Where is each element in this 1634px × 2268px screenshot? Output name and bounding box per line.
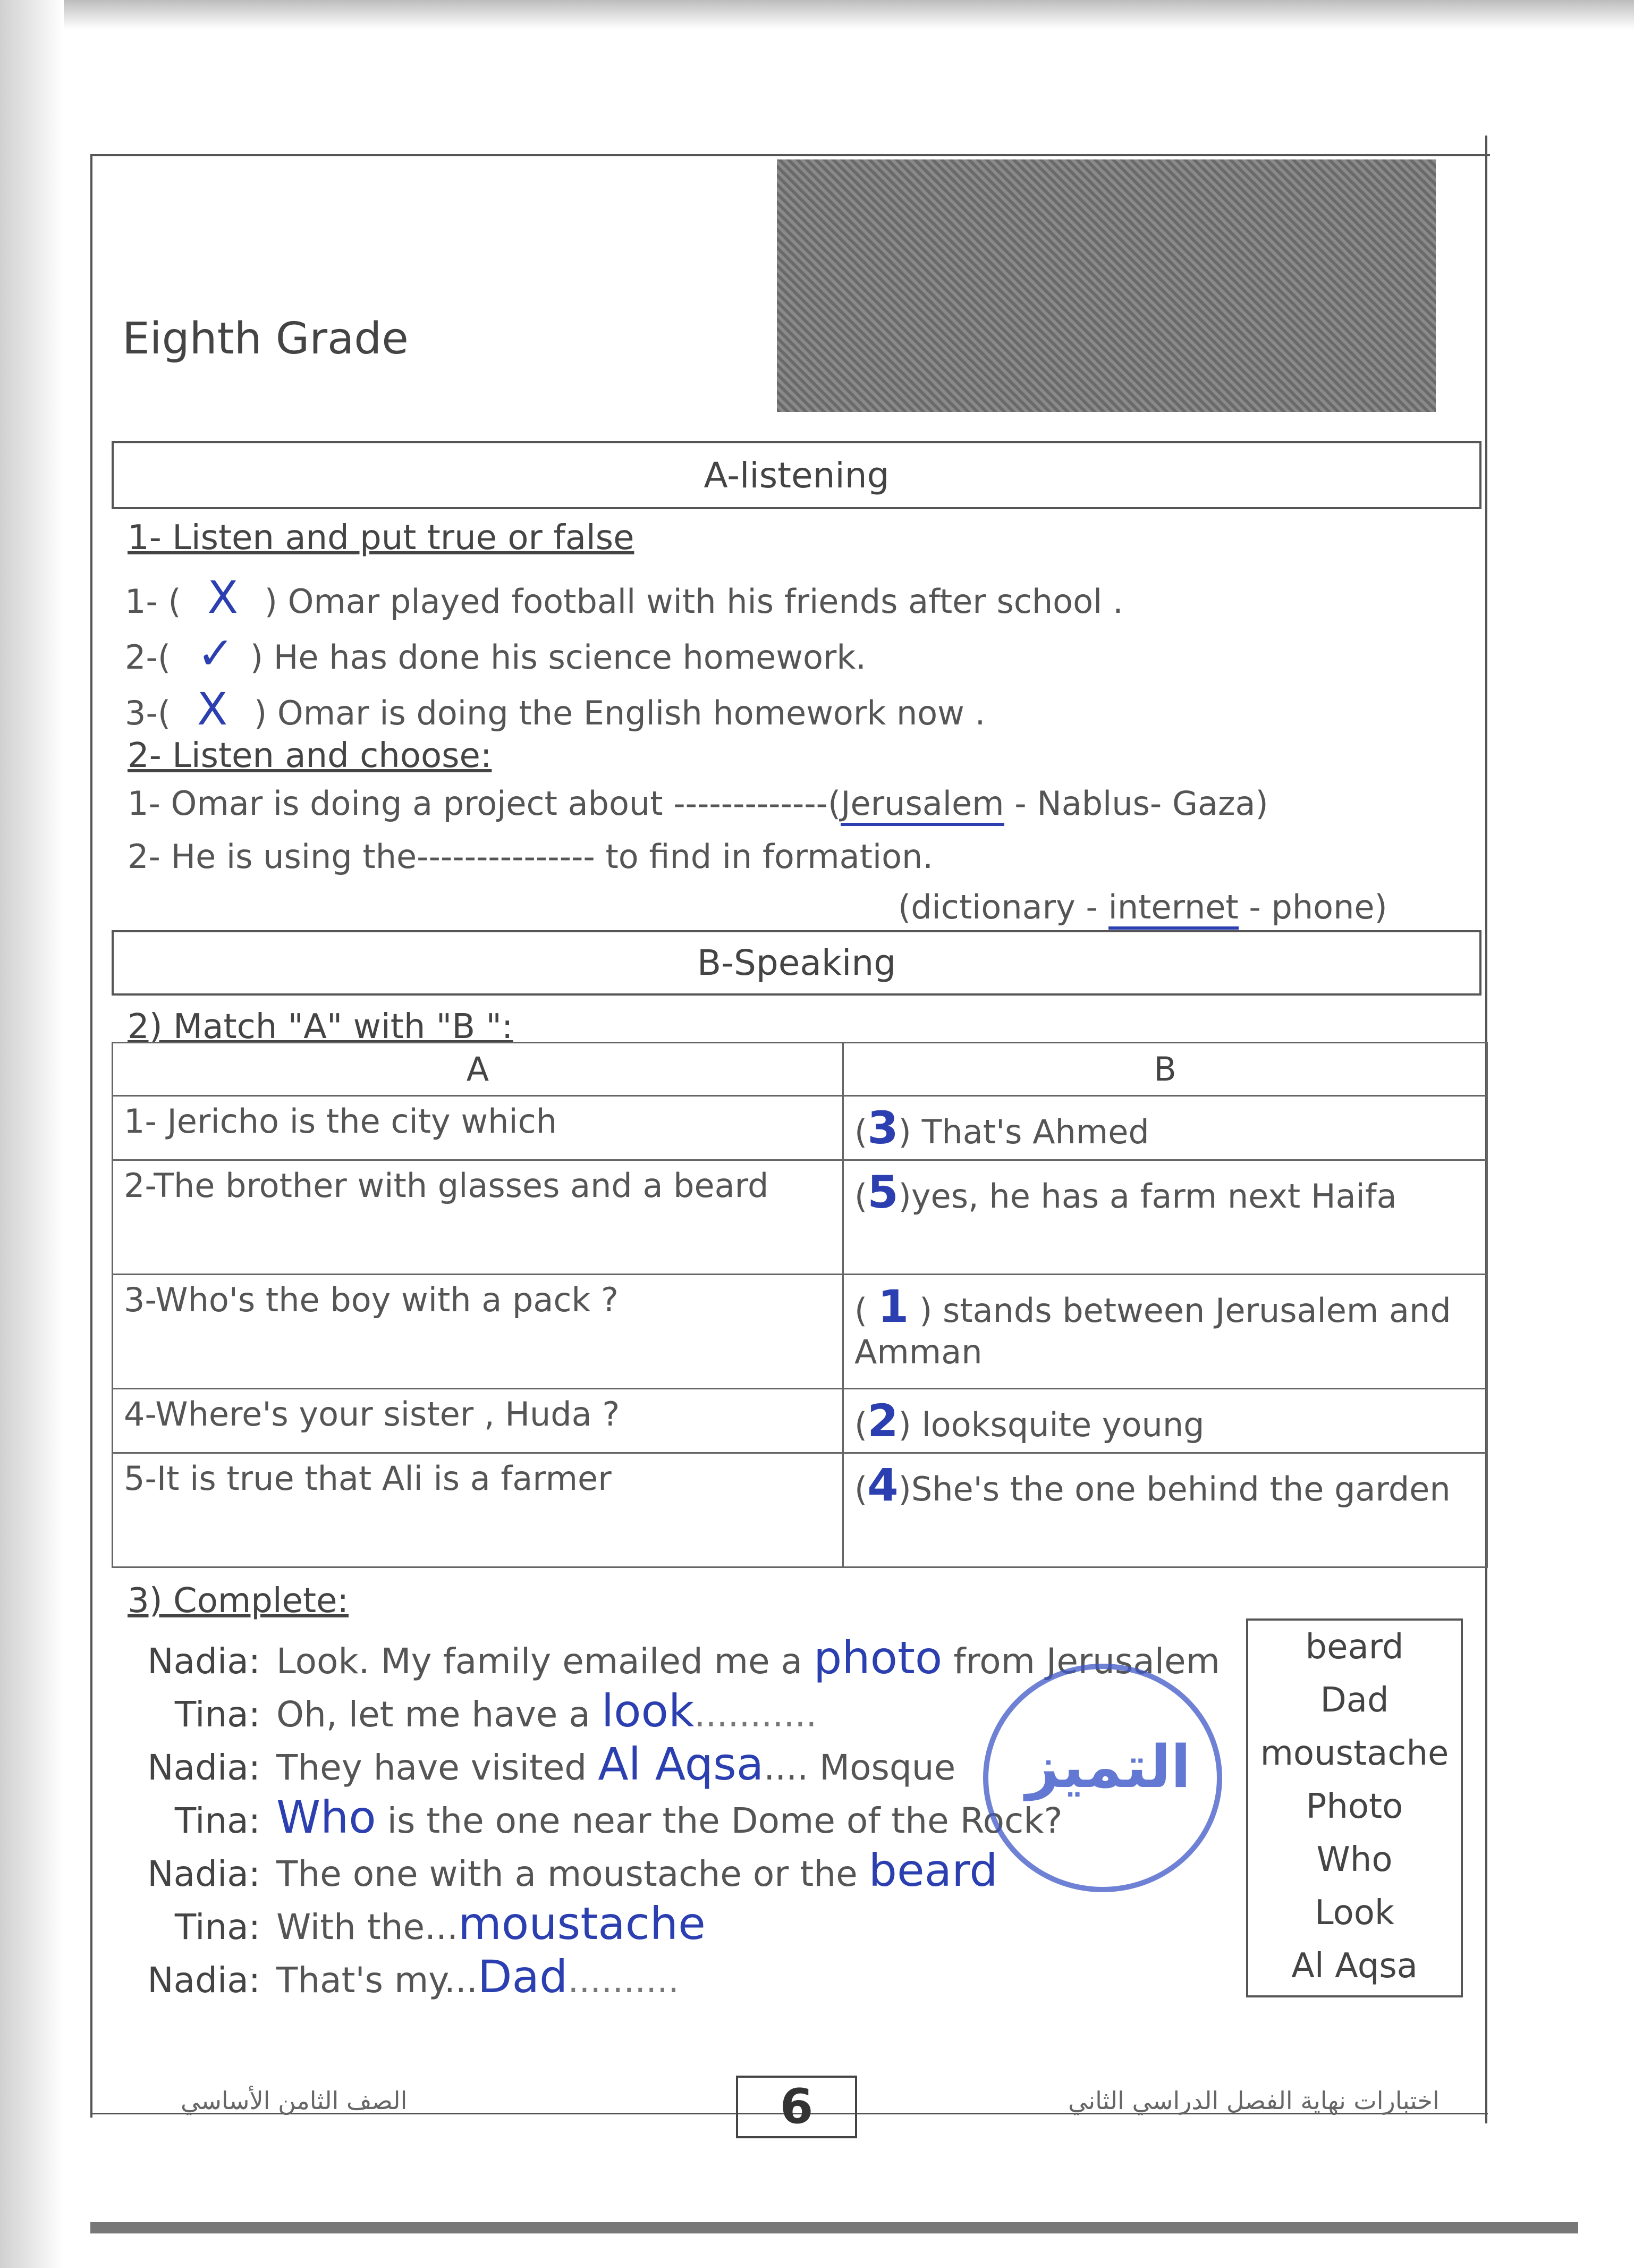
dialog-line-6: Tina: With the...moustache: [112, 1898, 706, 1950]
match-b-3: ( 1 ) stands between Jerusalem and Amman: [843, 1275, 1487, 1389]
match-table: [112, 1042, 1488, 1568]
word-bank-item: beard: [1305, 1628, 1404, 1667]
match-b-5: (4)She's the one behind the garden: [843, 1453, 1487, 1567]
footer-grade: الصف الثامن الأساسي: [181, 2086, 408, 2115]
section-b-banner: [112, 930, 1481, 996]
match-b-4: (2) looksquite young: [843, 1389, 1487, 1453]
choose-item-2: 2- He is using the--------------- to find in formation.: [128, 837, 934, 876]
match-a-3: 3-Who's the boy with a pack ?: [113, 1275, 843, 1389]
tf-answer-3: X: [197, 683, 228, 735]
match-col-b: B: [843, 1043, 1487, 1096]
word-bank-item: Look: [1315, 1893, 1394, 1933]
match-answer-3: 1: [877, 1280, 909, 1333]
stamp-text: التميز: [1026, 1733, 1191, 1801]
q1-heading: 1- Listen and put true or false: [128, 518, 634, 558]
tf-item-1: 1- ( X ) Omar played football with his friends after school .: [125, 571, 1123, 623]
dialog-line-2: Tina: Oh, let me have a look...........: [112, 1685, 817, 1737]
speaker: Nadia:: [147, 1641, 260, 1682]
word-bank-item: Who: [1316, 1840, 1393, 1879]
choose-answer-2: internet: [1108, 888, 1239, 930]
scan-edge-top: [0, 0, 1634, 29]
match-answer-4: 2: [867, 1395, 899, 1447]
dialog-answer-6: moustache: [458, 1898, 706, 1950]
word-bank-item: Al Aqsa: [1291, 1946, 1418, 1986]
section-a-title: A-listening: [704, 454, 890, 496]
footer-exam-title: اختبارات نهاية الفصل الدراسي الثاني: [1068, 2086, 1440, 2115]
match-answer-5: 4: [867, 1459, 899, 1511]
choose-options-2: (dictionary - internet - phone): [898, 888, 1387, 926]
match-a-2: 2-The brother with glasses and a beard: [113, 1160, 843, 1275]
choose-item-1: 1- Omar is doing a project about -------------(Jerusalem - Nablus- Gaza): [128, 784, 1268, 823]
dialog-line-5: Nadia: The one with a moustache or the beard: [112, 1844, 998, 1896]
dialog-line-7: Nadia: That's my...Dad..........: [112, 1951, 679, 2003]
match-a-1: 1- Jericho is the city which: [113, 1096, 843, 1160]
dialog-answer-1: photo: [814, 1632, 943, 1684]
header-photo: [777, 159, 1436, 412]
word-bank-item: Dad: [1320, 1681, 1389, 1720]
section-a-banner: [112, 441, 1481, 509]
tf-answer-1: X: [207, 571, 238, 623]
section-b-title: B-Speaking: [697, 942, 896, 983]
page-number: 6: [736, 2076, 857, 2138]
speaker: Nadia:: [147, 1960, 260, 2001]
choose-answer-1: Jerusalem: [841, 784, 1004, 826]
tf-item-3: 3-( X ) Omar is doing the English homework now .: [125, 683, 986, 735]
tf-item-2: 2-( ✓ ) He has done his science homework.: [125, 627, 866, 679]
word-bank: [1246, 1618, 1463, 1997]
complete-heading: 3) Complete:: [128, 1581, 349, 1621]
tf-answer-2: ✓: [197, 627, 235, 679]
match-heading: 2) Match "A" with "B ":: [128, 1007, 513, 1047]
match-b-1: (3) That's Ahmed: [843, 1096, 1487, 1160]
match-b-2: (5)yes, he has a farm next Haifa: [843, 1160, 1487, 1275]
speaker: Tina:: [174, 1800, 260, 1841]
dialog-line-1: Nadia: Look. My family emailed me a photo from Jerusalem: [112, 1632, 1220, 1684]
dialog-answer-4: Who: [276, 1791, 376, 1843]
match-a-5: 5-It is true that Ali is a farmer: [113, 1453, 843, 1567]
speaker: Nadia:: [147, 1747, 260, 1788]
dialog-answer-3: Al Aqsa: [598, 1738, 764, 1790]
word-bank-item: moustache: [1260, 1734, 1449, 1773]
dialog-line-4: Tina: Who is the one near the Dome of the Rock?: [112, 1791, 1063, 1843]
scan-bottom-bar: [90, 2222, 1578, 2233]
scan-edge-left: [0, 0, 64, 2268]
speaker: Nadia:: [147, 1853, 260, 1894]
match-col-a: A: [113, 1043, 843, 1096]
match-answer-1: 3: [867, 1102, 899, 1154]
grade-title: Eighth Grade: [122, 314, 409, 364]
speaker: Tina:: [174, 1907, 260, 1947]
dialog-answer-2: look: [601, 1685, 695, 1737]
match-a-4: 4-Where's your sister , Huda ?: [113, 1389, 843, 1453]
dialog-answer-7: Dad: [477, 1951, 568, 2003]
q2-heading: 2- Listen and choose:: [128, 736, 492, 775]
speaker: Tina:: [174, 1694, 260, 1735]
word-bank-item: Photo: [1306, 1787, 1403, 1826]
dialog-line-3: Nadia: They have visited Al Aqsa.... Mosque: [112, 1738, 955, 1790]
match-answer-2: 5: [867, 1166, 899, 1218]
dialog-answer-5: beard: [868, 1844, 998, 1896]
